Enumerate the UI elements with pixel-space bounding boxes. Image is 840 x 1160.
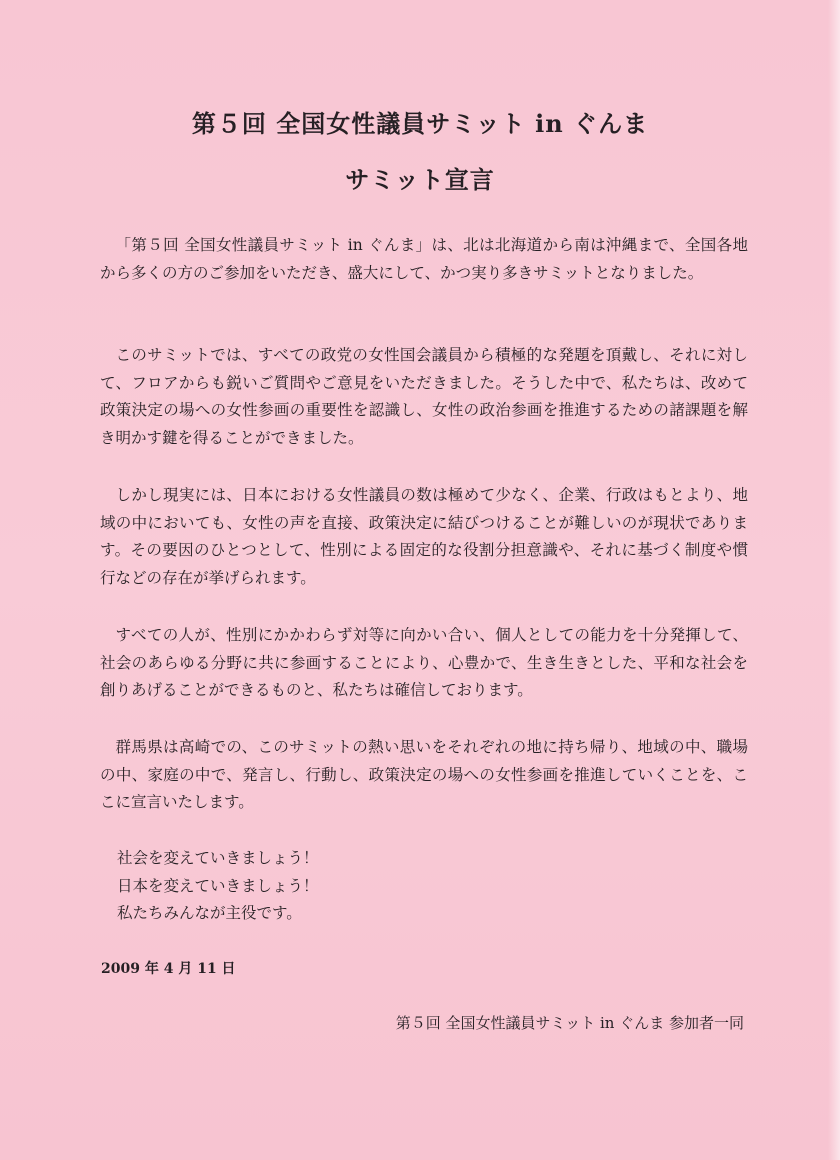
document-date: 2009 年 4 月 11 日 bbox=[101, 961, 236, 977]
slogan-list bbox=[117, 845, 319, 928]
signature: 第５回 全国女性議員サミット in ぐんま 参加者一同 bbox=[395, 1014, 744, 1032]
paragraph: 「第５回 全国女性議員サミット in ぐんま」は、北は北海道から南は沖縄まで、全国各地から多くの方のご参加をいただき、盛大にして、かつ実り多きサミットとなりました。 bbox=[100, 236, 748, 282]
document-subtitle: サミット宣言 bbox=[345, 165, 495, 194]
slogan: 日本を変えていきましょう！ bbox=[117, 876, 319, 895]
paragraph: このサミットでは、すべての政党の女性国会議員から積極的な発題を頂戴し、それに対して、フロアからも鋭いご質問やご意見をいただきました。そうした中で、私たちは、改めて政策決定の場への女性参画の重要性を認識し、女性の政治参画を推進するための諸課題を解き明かす鍵を得ることができました。 bbox=[100, 346, 748, 447]
document-title: 第５回 全国女性議員サミット in ぐんま bbox=[191, 109, 649, 138]
paragraph: 群馬県は高崎での、このサミットの熱い思いをそれぞれの地に持ち帰り、地域の中、職場の中、家庭の中で、発言し、行動し、政策決定の場への女性参画を推進していくことを、ここに宣言いたします。 bbox=[100, 738, 748, 811]
slogan: 私たちみんなが主役です。 bbox=[117, 904, 302, 922]
paragraph: しかし現実には、日本における女性議員の数は極めて少なく、企業、行政はもとより、地域の中においても、女性の声を直接、政策決定に結びつけることが難しいのが現状であります。その要因のひとつとして、性別による固定的な役割分担意識や、それに基づく制度や慣行などの存在が挙げられます。 bbox=[100, 486, 748, 587]
paragraph: すべての人が、性別にかかわらず対等に向かい合い、個人としての能力を十分発揮して、社会のあらゆる分野に共に参画することにより、心豊かで、生き生きとした、平和な社会を創りあげることができるものと、私たちは確信しております。 bbox=[100, 626, 748, 699]
slogan: 社会を変えていきましょう！ bbox=[117, 849, 319, 867]
